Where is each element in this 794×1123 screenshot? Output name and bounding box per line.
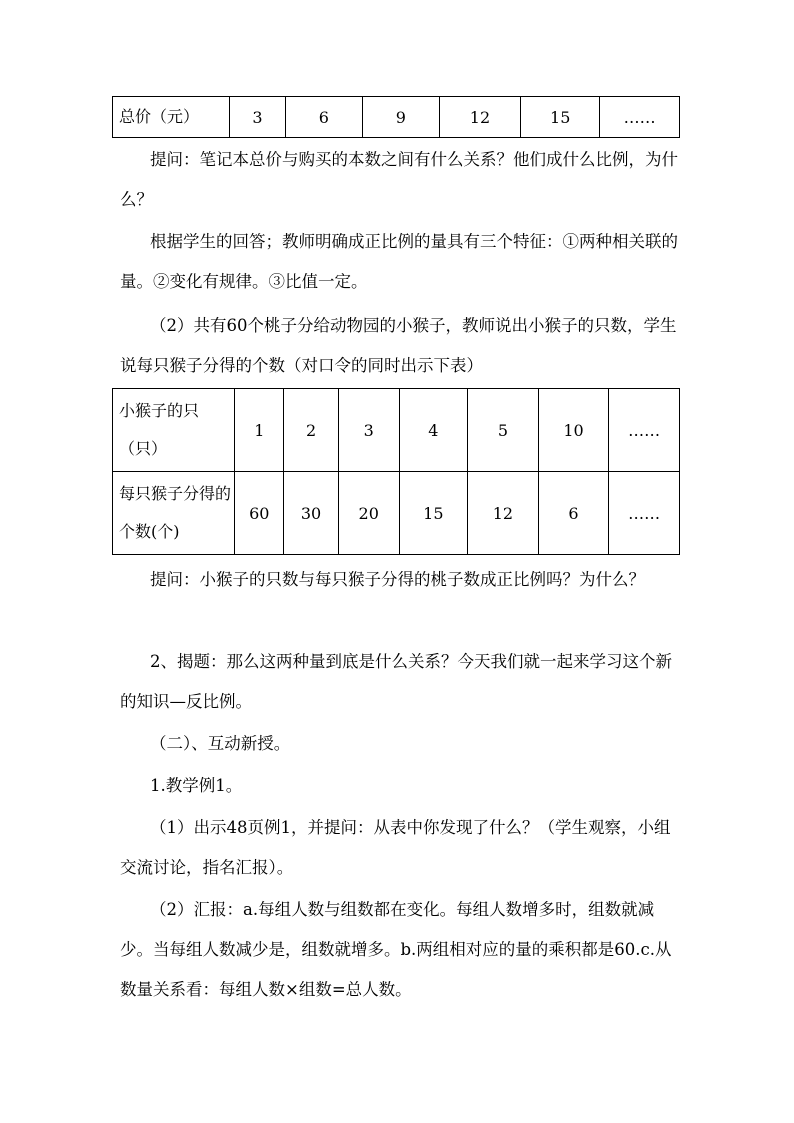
table-cell: 60 (235, 472, 284, 555)
table-cell: 12 (439, 97, 520, 138)
table-cell: 30 (284, 472, 339, 555)
table-cell: …… (609, 389, 680, 472)
table-cell: 3 (338, 389, 399, 472)
example-heading: 1.教学例1。 (150, 776, 243, 795)
table-cell: 总价（元） (113, 97, 230, 138)
table-row (113, 472, 680, 555)
table-row (113, 389, 680, 472)
table-cell: 小猴子的只（只） (113, 389, 235, 472)
table-cell: 12 (468, 472, 539, 555)
question-paragraph: 提问：笔记本总价与购买的本数之间有什么关系？他们成什么比例，为什么？ (120, 150, 678, 209)
table-cell: 9 (362, 97, 439, 138)
features-paragraph: 根据学生的回答；教师明确成正比例的量具有三个特征：①两种相关联的量。②变化有规律。③比值一定。 (120, 232, 678, 291)
total-price-table (112, 96, 680, 138)
table-cell: 20 (338, 472, 399, 555)
table-cell: 6 (285, 97, 362, 138)
table-cell: …… (609, 472, 680, 555)
monkey-peach-table (112, 388, 680, 555)
table-cell: 3 (230, 97, 286, 138)
table-cell: 15 (521, 97, 600, 138)
table-cell: …… (600, 97, 680, 138)
section-heading: （二）、互动新授。 (150, 734, 291, 753)
table-cell: 5 (468, 389, 539, 472)
question-paragraph: 提问：小猴子的只数与每只猴子分得的桃子数成正比例吗？为什么？ (150, 570, 645, 589)
table-cell: 15 (399, 472, 468, 555)
reveal-paragraph: 2、揭题：那么这两种量到底是什么关系？今天我们就一起来学习这个新的知识—反比例。 (120, 652, 672, 711)
table-cell: 每只猴子分得的个数(个) (113, 472, 235, 555)
example-step-2: （2）汇报：a.每组人数与组数都在变化。每组人数增多时，组数就减少。当每组人数减少是，组数就增多。b.两组相对应的量的乘积都是60.c.从数量关系看：每组人数×组数=总人数。 (120, 900, 672, 999)
table-cell: 6 (538, 472, 609, 555)
table-row (113, 97, 680, 138)
table-cell: 4 (399, 389, 468, 472)
table-cell: 1 (235, 389, 284, 472)
table-cell: 2 (284, 389, 339, 472)
example-step-1: （1）出示48页例1，并提问：从表中你发现了什么？（学生观察，小组交流讨论，指名汇报）。 (120, 818, 671, 877)
table-cell: 10 (538, 389, 609, 472)
monkey-intro-paragraph: （2）共有60个桃子分给动物园的小猴子，教师说出小猴子的只数，学生说每只猴子分得的个数（对口令的同时出示下表） (120, 316, 677, 375)
